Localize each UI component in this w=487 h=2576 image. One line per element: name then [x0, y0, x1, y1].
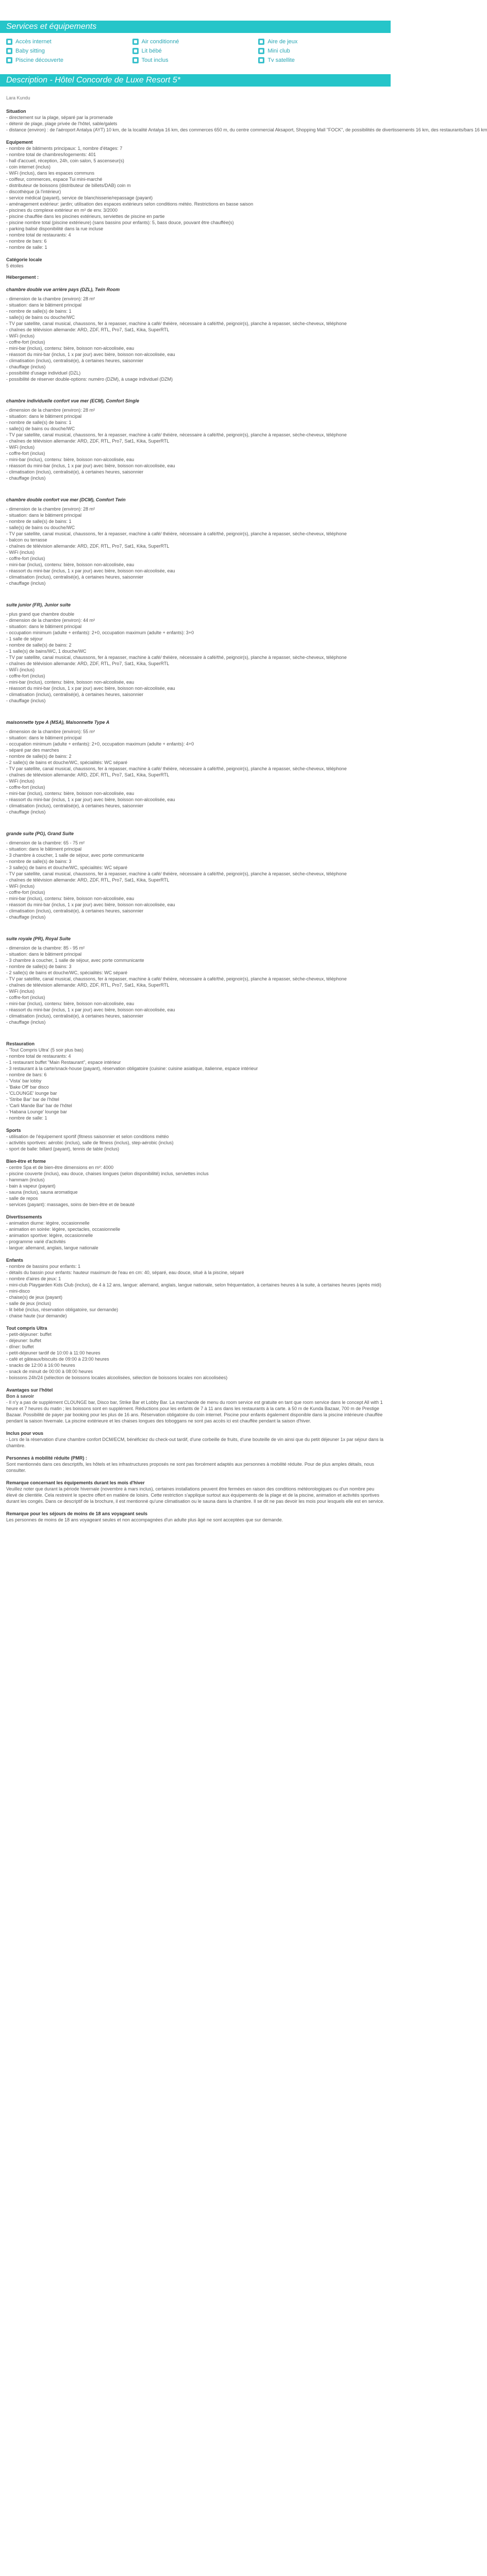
amenity-label: Air conditionné: [141, 39, 179, 45]
room-feature-line: - climatisation (inclus), centralisé(e), à certaines heures, saisonnier: [6, 358, 144, 363]
room-feature-line: - chaînes de télévision allemande: ARD, ZDF, RTL, Pro7, Sat1, Kika, SuperRTL: [6, 772, 170, 777]
amenity-item: [132, 57, 259, 64]
enfants-line: - nombre de bassins pour enfants: 1: [6, 1264, 81, 1269]
enfants-line: - salle de jeux (inclus): [6, 1301, 52, 1306]
mobilite-heading: Personnes à mobilité réduite (PMR) :: [6, 1455, 88, 1461]
room-feature-line: - TV par satellite, canal musical, chaussons, fer à repasser, machine à café/ théière, nécessaire à café/thé, peignoir(s), planche à repasser, sèche-cheveux, téléphone: [6, 531, 347, 536]
room-feature-line: - situation: dans le bâtiment principal: [6, 414, 82, 419]
situation-heading: Situation: [6, 109, 26, 114]
room-block: [6, 936, 384, 1035]
room-feature-line: - dimension de la chambre (environ): 28 m²: [6, 296, 95, 301]
room-feature-line: - mini-bar (inclus), contenu: bière, boisson non-alcoolisée, eau: [6, 791, 135, 796]
room-feature-line: - climatisation (inclus), centralisé(e), à certaines heures, saisonnier: [6, 1013, 144, 1019]
room-feature-line: - WiFi (inclus): [6, 989, 35, 994]
room-feature-line: - dimension de la chambre (environ): 44 m²: [6, 618, 95, 623]
amenity-label: Tout inclus: [141, 57, 169, 63]
room-feature-line: - réassort du mini-bar (inclus, 1 x par jour) avec bière, boisson non-alcoolisée, eau: [6, 352, 175, 357]
equipement-line: - coiffeur, commerces, espace Tui mini-marché: [6, 177, 103, 182]
room-feature-line: - TV par satellite, canal musical, chaussons, fer à repasser, machine à café/ théière, nécessaire à café/thé, peignoir(s), planche à repasser, sèche-cheveux, téléphone: [6, 655, 347, 660]
snowflake-icon: [132, 39, 139, 45]
room-feature-line: - coffre-fort (inclus): [6, 673, 45, 679]
room-feature-line: - situation: dans le bâtiment principal: [6, 302, 82, 308]
amenity-item: [132, 47, 259, 55]
room-feature-line: - chaînes de télévision allemande: ARD, ZDF, RTL, Pro7, Sat1, Kika, SuperRTL: [6, 982, 170, 988]
room-feature-line: - nombre de salle(s) de bains: 2: [6, 642, 72, 648]
tout_compris-line: - petit-déjeuner: buffet: [6, 1332, 52, 1337]
room-feature-line: - chauffage (inclus): [6, 914, 46, 920]
enfants-line: - nombre d'aires de jeux: 1: [6, 1276, 61, 1281]
room-feature-line: - climatisation (inclus), centralisé(e), à certaines heures, saisonnier: [6, 574, 144, 580]
spacer: [6, 1025, 384, 1035]
playground-icon: [258, 39, 264, 45]
wifi-icon: [6, 39, 12, 45]
bienetre-line: - centre Spa et de bien-être dimensions en m²: 4000: [6, 1165, 114, 1170]
room-title: chambre double confort vue mer (DCM), Comfort Twin: [6, 497, 126, 502]
spacer: [6, 815, 384, 824]
room-feature-line: - mini-bar (inclus), contenu: bière, boisson non-alcoolisée, eau: [6, 346, 135, 351]
divertissements-line: - animation sportive: légère, occasionnelle: [6, 1233, 93, 1238]
sports-line: - utilisation de l'équipement sportif (fitness saisonnier et selon conditions météo: [6, 1134, 169, 1139]
room-block: [6, 719, 384, 824]
room-block: [6, 398, 384, 490]
equipement-line: - nombre total de chambres/logements: 401: [6, 152, 96, 157]
room-feature-line: - nombre de salle(s) de bains: 3: [6, 964, 72, 969]
room-feature-line: - 2 salle(s) de bains et douche/WC, spécialités: WC séparé: [6, 760, 128, 765]
avantages-text: - Il n'y a pas de supplément CLOUNGE bar, Disco bar, Strike Bar et Lobby Bar. La marchande de menu du room service est gratuite en tant que room service dans le concept All with 1 heure et 7 heures du matin ; les boissons sont en supplément. Réductions pour les enfants de 7 à 11 ans dans les restaurants à la carte. à 50 m de Kunda Bazaar, 700 m de Prestige Bazaar. Possibilité de payer par booking pour les plus de 16 ans. Réservation obligatoire du coin internet. Piscine pour enfants également disponible dans la piscine intérieure chauffée pendant la saison hivernale. La piscine extérieure et les chaises longues des toboggans ne sont pas accès ici est chauffée pendant la saison d'hiver.: [6, 1400, 383, 1423]
bienetre-line: - bain à vapeur (payant): [6, 1183, 56, 1189]
room-feature-line: - situation: dans le bâtiment principal: [6, 846, 82, 852]
restauration-line: - 'Carli Mande Bar' bar de l'hôtel: [6, 1103, 72, 1108]
room-feature-line: - chauffage (inclus): [6, 809, 46, 815]
room-feature-line: - 2 salle(s) de bains et douche/WC, spécialités: WC séparé: [6, 970, 128, 975]
room-feature-line: - dimension de la chambre: 65 - 75 m²: [6, 840, 85, 845]
room-block: [6, 602, 384, 713]
room-feature-line: - climatisation (inclus), centralisé(e), à certaines heures, saisonnier: [6, 692, 144, 697]
room-feature-line: - 1 salle(s) de bains/WC, 1 douche/WC: [6, 649, 87, 654]
room-feature-line: - chauffage (inclus): [6, 1020, 46, 1025]
restauration-line: - 'Vista' bar lobby: [6, 1078, 42, 1083]
equipement-line: - nombre de salle: 1: [6, 245, 47, 250]
tout_compris-line: - déjeuner: buffet: [6, 1338, 41, 1343]
bienetre-line: - services (payant): massages, soins de bien-être et de beauté: [6, 1202, 135, 1207]
bienetre-block: [6, 1158, 384, 1208]
situation-line: - directement sur la plage, séparé par la promenade: [6, 115, 113, 120]
sports-line: - sport de balle: billard (payant), tennis de table (inclus): [6, 1146, 120, 1151]
room-feature-line: - chauffage (inclus): [6, 698, 46, 703]
hebergement-heading: Hébergement :: [6, 275, 39, 280]
tv-icon: [258, 57, 264, 63]
room-feature-line: - salle(s) de bains ou douche/WC: [6, 315, 75, 320]
room-feature-line: - chaînes de télévision allemande: ARD, ZDF, RTL, Pro7, Sat1, Kika, SuperRTL: [6, 327, 170, 332]
room-feature-line: - occupation minimum (adulte + enfants): 2+0, occupation maximum (adulte + enfants): 3+0: [6, 630, 194, 635]
room-feature-line: - WiFi (inclus): [6, 445, 35, 450]
room-feature-line: - mini-bar (inclus), contenu: bière, boisson non-alcoolisée, eau: [6, 1001, 135, 1006]
room-feature-line: - coffre-fort (inclus): [6, 995, 45, 1000]
room-feature-line: - dimension de la chambre (environ): 55 m²: [6, 729, 95, 734]
room-feature-line: - réassort du mini-bar (inclus, 1 x par jour) avec bière, boisson non-alcoolisée, eau: [6, 568, 175, 573]
room-title: grande suite (PG), Grand Suite: [6, 831, 74, 836]
room-title: chambre individuelle confort vue mer (ECM), Comfort Single: [6, 398, 140, 403]
amenity-item: [258, 57, 384, 64]
equipement-line: - parking balisé disponibilité dans la rue incluse: [6, 226, 104, 231]
restauration-line: - nombre de salle: 1: [6, 1115, 47, 1121]
tout_compris-line: - dîner: buffet: [6, 1344, 34, 1349]
mobilite-text: Sont mentionnés dans ces descriptifs, les hôtels et les infrastructures proposés ne sont pas forcément adaptés aux personnes à mobilité réduite. Pour de plus amples détails, nous consulter.: [6, 1462, 374, 1473]
room-feature-line: - mini-bar (inclus), contenu: bière, boisson non-alcoolisée, eau: [6, 457, 135, 462]
bienetre-line: - hammam (inclus): [6, 1177, 45, 1182]
tout_compris-line: - café et gâteaux/biscuits de 09:00 à 23:00 heures: [6, 1357, 109, 1362]
room-feature-line: - situation: dans le bâtiment principal: [6, 952, 82, 957]
room-block: [6, 831, 384, 929]
kids-icon: [258, 48, 264, 54]
room-feature-line: - réassort du mini-bar (inclus, 1 x par jour) avec bière, boisson non-alcoolisée, eau: [6, 463, 175, 468]
room-feature-line: - chaînes de télévision allemande: ARD, ZDF, RTL, Pro7, Sat1, Kika, SuperRTL: [6, 438, 170, 444]
categorie-value: 5 étoiles: [6, 263, 24, 268]
room-feature-line: - coffre-fort (inclus): [6, 890, 45, 895]
room-feature-line: - TV par satellite, canal musical, chaussons, fer à repasser, machine à café/ théière, nécessaire à café/thé, peignoir(s), planche à repasser, sèche-cheveux, téléphone: [6, 766, 347, 771]
sports-line: - activités sportives: aérobic (inclus), salle de fitness (inclus), step-aérobic (inclus): [6, 1140, 174, 1145]
tout_compris-line: - snacks de 12:00 à 16:00 heures: [6, 1363, 75, 1368]
remarque-block: [6, 1480, 384, 1504]
room-feature-line: - situation: dans le bâtiment principal: [6, 513, 82, 518]
room-feature-line: - réassort du mini-bar (inclus, 1 x par jour) avec bière, boisson non-alcoolisée, eau: [6, 902, 175, 907]
services-section-title: Services et équipements: [0, 21, 391, 33]
avantages-subheading: Bon à savoir: [6, 1394, 35, 1399]
room-feature-line: - 1 salle de séjour: [6, 636, 43, 641]
enfants-heading: Enfants: [6, 1258, 24, 1263]
restauration-heading: Restauration: [6, 1041, 35, 1046]
sports-block: [6, 1127, 384, 1152]
room-feature-line: - climatisation (inclus), centralisé(e), à certaines heures, saisonnier: [6, 469, 144, 474]
categorie-block: [6, 257, 384, 280]
room-feature-line: - climatisation (inclus), centralisé(e), à certaines heures, saisonnier: [6, 908, 144, 913]
enfants-line: - mini-club Playgarden Kids Club (inclus), de 4 à 12 ans, langue: allemand, anglais, langue nationale, selon fréquentation, à certaines heures à la suite, à certaines heures (après midi): [6, 1282, 381, 1287]
room-title: suite junior (FR), Junior suite: [6, 602, 71, 607]
tout_compris-line: - petit-déjeuner tardif de 10:00 à 11:00 heures: [6, 1350, 100, 1355]
spacer: [6, 920, 384, 929]
divertissements-line: - animation en soirée: légère, spectacles, occasionnelle: [6, 1227, 121, 1232]
room-feature-line: - chauffage (inclus): [6, 581, 46, 586]
restauration-line: - 'Tout Compris Ultra' (5 soir plus bas): [6, 1047, 83, 1053]
room-feature-line: - WiFi (inclus): [6, 884, 35, 889]
restauration-line: - 'Stribe Bar' bar de l'hôtel: [6, 1097, 59, 1102]
situation-line: - distance (environ) : de l'aéroport Antalya (AYT) 10 km, de la localité Antalya 16 km, des commerces 650 m, du centre commercial Aksaport, Shopping Mall "FOCK", de possibilités de divertissements 16 km, des restaurants/bars 16 km: [6, 127, 487, 132]
amenity-label: Tv satellite: [267, 57, 295, 63]
amenity-item: [6, 47, 132, 55]
all-inclusive-icon: [132, 57, 139, 63]
situation-line: - détenir de plage, plage privée de l'hôtel, sable/galets: [6, 121, 117, 126]
inclus-heading: Inclus pour vous: [6, 1431, 44, 1436]
room-block: [6, 286, 384, 392]
tout_compris-line: - boissons 24h/24 (sélection de boissons locales alcoolisées, sélection de boissons locales non alcoolisées): [6, 1375, 228, 1380]
enfants-line: - détails du bassin pour enfants: hauteur maximum de l'eau en cm: 40, séparé, eau douce, situé à la piscine, séparé: [6, 1270, 244, 1275]
room-feature-line: - chauffage (inclus): [6, 364, 46, 369]
room-feature-line: - chaînes de télévision allemande: ARD, ZDF, RTL, Pro7, Sat1, Kika, SuperRTL: [6, 661, 170, 666]
room-feature-line: - climatisation (inclus), centralisé(e), à certaines heures, saisonnier: [6, 803, 144, 808]
baby-icon: [6, 48, 12, 54]
room-feature-line: - chaînes de télévision allemande: ARD, ZDF, RTL, Pro7, Sat1, Kika, SuperRTL: [6, 877, 170, 883]
equipement-line: - hall d'accueil, réception, 24h, coin salon, 5 ascenseur(s): [6, 158, 124, 163]
room-feature-line: - dimension de la chambre: 85 - 95 m²: [6, 945, 85, 951]
room-feature-line: - TV par satellite, canal musical, chaussons, fer à repasser, machine à café/ théière, nécessaire à café/thé, peignoir(s), planche à repasser, sèche-cheveux, téléphone: [6, 432, 347, 437]
room-feature-line: - TV par satellite, canal musical, chaussons, fer à repasser, machine à café/ théière, nécessaire à café/thé, peignoir(s), planche à repasser, sèche-cheveux, téléphone: [6, 321, 347, 326]
inclus-block: [6, 1430, 384, 1449]
remarque2-block: [6, 1511, 384, 1523]
equipement-line: - piscine nombre total (piscine extérieure) (sans bassins pour enfants): 5, bass douce, pouvant être chauffée(s): [6, 220, 234, 225]
room-feature-line: - coffre-fort (inclus): [6, 340, 45, 345]
room-feature-line: - salle(s) de bains ou douche/WC: [6, 426, 75, 431]
equipement-line: - piscines du complexe extérieur en m² de env. 3/2000: [6, 208, 117, 213]
room-feature-line: - WiFi (inclus): [6, 550, 35, 555]
room-feature-line: - chaînes de télévision allemande: ARD, ZDF, RTL, Pro7, Sat1, Kika, SuperRTL: [6, 544, 170, 549]
spacer: [6, 704, 384, 713]
description-section-title: Description - Hôtel Concorde de Luxe Resort 5*: [0, 74, 391, 87]
room-feature-line: - TV par satellite, canal musical, chaussons, fer à repasser, machine à café/ théière, nécessaire à café/thé, peignoir(s), planche à repasser, sèche-cheveux, téléphone: [6, 976, 347, 981]
room-feature-line: - réassort du mini-bar (inclus, 1 x par jour) avec bière, boisson non-alcoolisée, eau: [6, 797, 175, 802]
room-block: [6, 497, 384, 596]
enfants-line: - chaise(s) de jeux (payant): [6, 1295, 63, 1300]
equipement-line: - nombre total de restaurants: 4: [6, 232, 71, 238]
room-feature-line: - coffre-fort (inclus): [6, 556, 45, 561]
equipement-line: - piscine chauffée dans les piscines extérieurs, serviettes de piscine en partie: [6, 214, 165, 219]
restauration-line: - 'CLOUNGE' lounge bar: [6, 1091, 57, 1096]
equipement-line: - distributeur de boissons (distributeur de billets/DAB) coin m: [6, 183, 131, 188]
amenity-item: [6, 38, 132, 45]
room-feature-line: - mini-bar (inclus), contenu: bière, boisson non-alcoolisée, eau: [6, 680, 135, 685]
equipement-line: - service médical (payant), service de blanchisserie/repassage (payant): [6, 195, 153, 200]
room-feature-line: - nombre de salle(s) de bains: 1: [6, 420, 72, 425]
bienetre-line: - piscine couverte (inclus), eau douce, chaises longues (selon disponibilité) inclus, serviettes inclus: [6, 1171, 209, 1176]
restauration-line: - nombre de bars: 6: [6, 1072, 47, 1077]
room-feature-line: - réassort du mini-bar (inclus, 1 x par jour) avec bière, boisson non-alcoolisée, eau: [6, 686, 175, 691]
equipement-line: - coin internet (inclus): [6, 164, 51, 170]
room-feature-line: - occupation minimum (adulte + enfants): 2+0, occupation maximum (adulte + enfants): 4+0: [6, 741, 194, 747]
enfants-line: - chaise haute (sur demande): [6, 1313, 67, 1318]
room-feature-line: - nombre de salle(s) de bains: 3: [6, 859, 72, 864]
restauration-line: - 3 restaurant à la carte/snack-house (payant), réservation obligatoire (cuisine: cuisine asiatique, italienne, espace intérieur: [6, 1066, 258, 1071]
enfants-line: - mini-disco: [6, 1289, 30, 1294]
amenity-label: Piscine découverte: [15, 57, 63, 63]
room-feature-line: - dimension de la chambre (environ): 28 m²: [6, 408, 95, 413]
amenity-label: Accès internet: [15, 39, 52, 45]
crib-icon: [132, 48, 139, 54]
divertissements-line: - programme varié d'activités: [6, 1239, 66, 1244]
room-feature-line: - WiFi (inclus): [6, 778, 35, 784]
avantages-heading: Avantages sur l'hôtel: [6, 1387, 53, 1393]
divertissements-block: [6, 1214, 384, 1251]
room-feature-line: - salle(s) de bains ou douche/WC: [6, 525, 75, 530]
amenity-item: [132, 38, 259, 45]
mobilite-block: [6, 1455, 384, 1473]
equipement-line: - nombre de bâtiments principaux: 1, nombre d'étages: 7: [6, 146, 123, 151]
restauration-line: - 1 restaurant buffet "Main Restaurant", espace intérieur: [6, 1060, 121, 1065]
room-feature-line: - nombre de salle(s) de bains: 1: [6, 519, 72, 524]
room-title: chambre double vue arrière pays (DZL), Twin Room: [6, 287, 120, 292]
equipement-line: - nombre de bars: 6: [6, 239, 47, 244]
description-body: [0, 87, 487, 1523]
bienetre-line: - salle de repos: [6, 1196, 38, 1201]
pool-icon: [6, 57, 12, 63]
restauration-line: - 'Bake Off' bar disco: [6, 1084, 49, 1090]
bienetre-heading: Bien-être et forme: [6, 1159, 46, 1164]
room-feature-line: - coffre-fort (inclus): [6, 785, 45, 790]
remarque2-heading: Remarque pour les séjours de moins de 18 ans voyageant seuls: [6, 1511, 148, 1516]
room-feature-line: - 3 chambre à coucher, 1 salle de séjour, avec porte communicante: [6, 958, 144, 963]
enfants-line: - lit bébé (inclus, réservation obligatoire, sur demande): [6, 1307, 119, 1312]
room-feature-line: - situation: dans le bâtiment principal: [6, 624, 82, 629]
room-title: maisonnette type A (MSA), Maisonnette Type A: [6, 720, 110, 725]
amenity-label: Mini club: [267, 48, 290, 54]
divertissements-line: - langue: allemand, anglais, langue nationale: [6, 1245, 98, 1250]
categorie-heading: Catégorie locale: [6, 257, 42, 262]
equipement-heading: Equipement: [6, 140, 33, 145]
equipement-line: - aménagement extérieur: jardin; utilisation des espaces extérieurs selon conditions météo. Restrictions en basse saison: [6, 201, 254, 207]
room-feature-line: - balcon ou terrasse: [6, 537, 47, 543]
restauration-line: - nombre total de restaurants: 4: [6, 1054, 71, 1059]
amenities-grid: [0, 33, 391, 64]
amenity-item: [258, 38, 384, 45]
room-feature-line: - mini-bar (inclus), contenu: bière, boisson non-alcoolisée, eau: [6, 562, 135, 567]
room-feature-line: - 3 salle(s) de bains et douche/WC, spécialités: WC séparé: [6, 865, 128, 870]
room-feature-line: - mini-bar (inclus), contenu: bière, boisson non-alcoolisée, eau: [6, 896, 135, 901]
situation-block: [6, 108, 487, 133]
spacer: [6, 481, 384, 490]
room-feature-line: - possibilité de réserver double-options: numéro (DZM), à usage individuel (DZM): [6, 377, 173, 382]
room-feature-line: - coffre-fort (inclus): [6, 451, 45, 456]
amenity-item: [258, 47, 384, 55]
spacer: [6, 382, 384, 392]
restauration-line: - 'Habana Lounge' lounge bar: [6, 1109, 68, 1114]
equipement-line: - WiFi (inclus), dans les espaces communs: [6, 171, 95, 176]
room-feature-line: - situation: dans le bâtiment principal: [6, 735, 82, 740]
room-feature-line: - nombre de salle(s) de bains: 1: [6, 309, 72, 314]
room-feature-line: - dimension de la chambre (environ): 28 m²: [6, 506, 95, 512]
amenity-label: Aire de jeux: [267, 39, 298, 45]
room-title: suite royale (PR), Royal Suite: [6, 936, 71, 941]
inclus-text: - Lors de la réservation d'une chambre confort DCM/ECM, bénéficiez du check-out tardif, d'une corbeille de fruits, d'une bouteille de vin ainsi que du petit déjeuner 1x par séjour dans la chambre.: [6, 1437, 384, 1448]
remarque2-text: Les personnes de moins de 18 ans voyageant seules et non accompagnées d'un adulte plus âgé ne sont acceptées que sur demande.: [6, 1517, 283, 1522]
tout_compris-line: - snack de minuit de 00:00 à 08:00 heures: [6, 1369, 93, 1374]
room-feature-line: - plus grand que chambre double: [6, 612, 75, 617]
room-feature-line: - séparé par des marches: [6, 748, 59, 753]
room-feature-line: - réassort du mini-bar (inclus, 1 x par jour) avec bière, boisson non-alcoolisée, eau: [6, 1007, 175, 1012]
tout_compris-heading: Tout compris Ultra: [6, 1326, 47, 1331]
room-feature-line: - chauffage (inclus): [6, 476, 46, 481]
remarque-text: Veuillez noter que durant la période hivernale (novembre à mars inclus), certaines installations peuvent être fermées en raison des conditions météorologiques ou d'un nombre peu élevé de clientèle. Cela restreint le spectre offert en matière de loisirs. Cette restriction s'applique surtout aux équipements de la plage et de la piscine, animation et activités sportives durant les congés. Dans ce descriptif de la brochure, il est mentionné qu'une climatisation ou le sauna dans la chambre. Il se dit ne pas devoir les mois pour lesquels elle est en service.: [6, 1486, 384, 1504]
remarque-heading: Remarque concernant les équipements durant les mois d'hiver: [6, 1480, 145, 1485]
amenity-label: Lit bébé: [141, 48, 162, 54]
amenity-item: [6, 57, 132, 64]
enfants-block: [6, 1257, 384, 1319]
restauration-block: [6, 1041, 384, 1121]
divertissements-line: - animation diurne: légère, occasionnelle: [6, 1221, 90, 1226]
divertissements-heading: Divertissements: [6, 1214, 42, 1219]
equipement-block: [6, 139, 384, 250]
room-feature-line: - TV par satellite, canal musical, chaussons, fer à repasser, machine à café/ théière, nécessaire à café/thé, peignoir(s), planche à repasser, sèche-cheveux, téléphone: [6, 871, 347, 876]
equipement-line: - discothèque (à l'intérieur): [6, 189, 61, 194]
room-feature-line: - WiFi (inclus): [6, 667, 35, 672]
sports-heading: Sports: [6, 1128, 21, 1133]
page: [0, 21, 487, 1523]
avantages-block: [6, 1387, 384, 1424]
room-feature-line: - 3 chambre à coucher, 1 salle de séjour, avec porte communicante: [6, 853, 144, 858]
bienetre-line: - sauna (inclus), sauna aromatique: [6, 1190, 78, 1195]
room-feature-line: - nombre de salle(s) de bains: 2: [6, 754, 72, 759]
spacer: [6, 586, 384, 596]
tout_compris-block: [6, 1325, 384, 1381]
room-feature-line: - possibilité d'usage individuel (DZL): [6, 370, 81, 376]
amenity-label: Baby sitting: [15, 48, 45, 54]
location-subtitle: Lara Kundu: [6, 95, 30, 100]
room-feature-line: - WiFi (inclus): [6, 333, 35, 338]
